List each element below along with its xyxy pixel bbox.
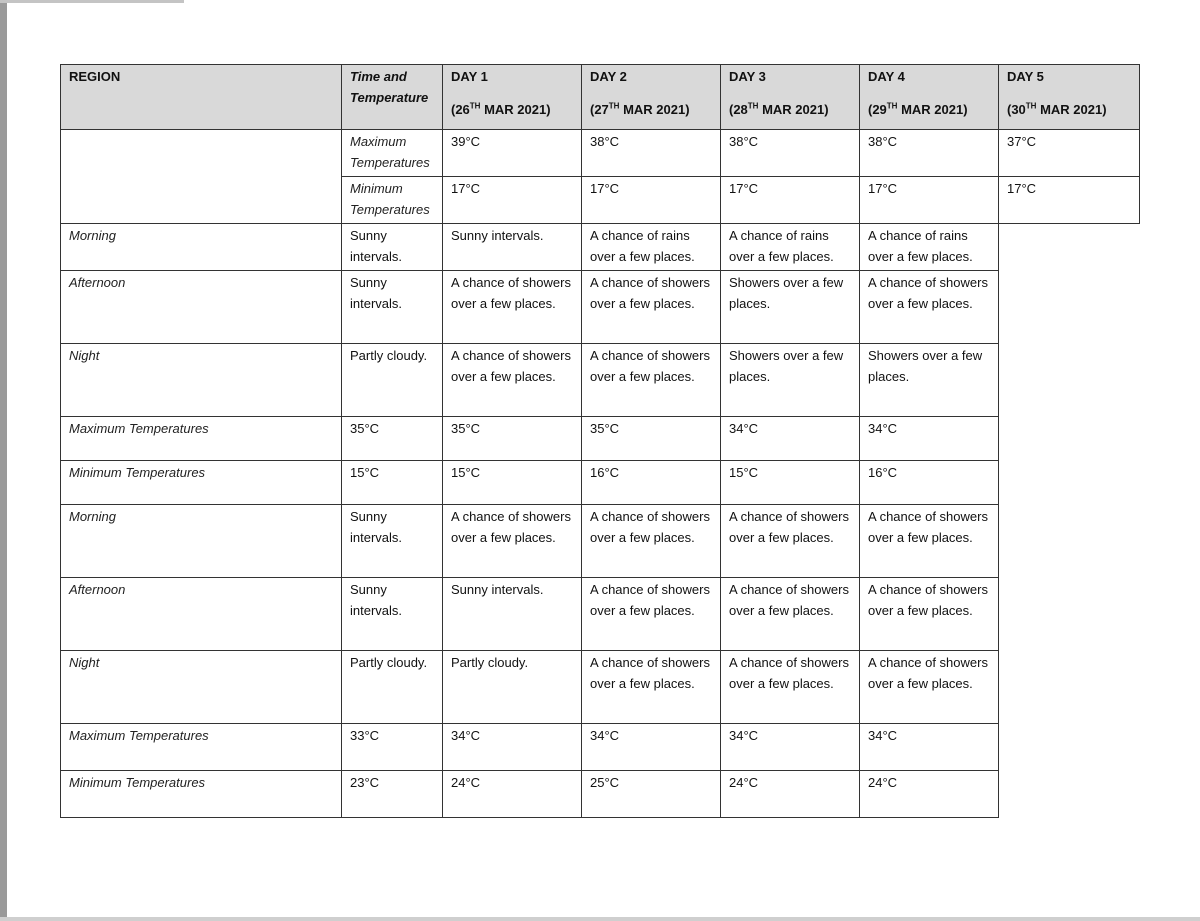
header-row <box>61 65 1140 130</box>
forecast-cell-day-4: A chance of showers over a few places. <box>721 651 860 724</box>
parameter-cell: Maximum Temperatures <box>61 724 342 771</box>
parameter-cell: Afternoon <box>61 578 342 651</box>
table-row <box>61 651 1140 724</box>
forecast-cell-day-4: A chance of rains over a few places. <box>721 224 860 271</box>
region-cell <box>61 130 342 224</box>
forecast-cell-day-5: Showers over a few places. <box>860 344 999 417</box>
forecast-cell-day-5: 16°C <box>860 461 999 505</box>
day-date <box>729 100 851 121</box>
parameter-cell: Morning <box>61 505 342 578</box>
day-label: DAY 3 <box>729 69 766 84</box>
table-row <box>61 417 1140 461</box>
forecast-cell-day-2: A chance of showers over a few places. <box>443 344 582 417</box>
forecast-cell-day-1: 23°C <box>342 771 443 818</box>
day-date-num: (28 <box>729 101 748 117</box>
forecast-cell-day-3: A chance of showers over a few places. <box>582 505 721 578</box>
day-label: DAY 1 <box>451 69 488 84</box>
forecast-cell-day-4: 15°C <box>721 461 860 505</box>
forecast-cell-day-1: 15°C <box>342 461 443 505</box>
forecast-cell-day-4: 24°C <box>721 771 860 818</box>
forecast-cell-day-2: A chance of showers over a few places. <box>443 271 582 344</box>
parameter-cell: Minimum Temperatures <box>342 177 443 224</box>
table-row <box>61 724 1140 771</box>
forecast-cell-day-1: Partly cloudy. <box>342 344 443 417</box>
forecast-cell-day-3: A chance of showers over a few places. <box>582 578 721 651</box>
parameter-cell: Night <box>61 344 342 417</box>
day-date-month: MAR 2021) <box>480 101 551 117</box>
forecast-cell-day-4: 17°C <box>860 177 999 224</box>
forecast-cell-day-3: 25°C <box>582 771 721 818</box>
forecast-cell-day-4: 34°C <box>721 417 860 461</box>
day-date <box>590 100 712 121</box>
day-date-num: (30 <box>1007 101 1026 117</box>
table-row <box>61 771 1140 818</box>
header-day-4 <box>860 65 999 130</box>
forecast-cell-day-1: Partly cloudy. <box>342 651 443 724</box>
table-row <box>61 578 1140 651</box>
day-date-month: MAR 2021) <box>1036 101 1107 117</box>
forecast-cell-day-5: 17°C <box>999 177 1140 224</box>
header-time-temperature: Time and Temperature <box>342 65 443 130</box>
forecast-cell-day-3: A chance of showers over a few places. <box>582 344 721 417</box>
forecast-cell-day-2: Sunny intervals. <box>443 578 582 651</box>
parameter-cell: Maximum Temperatures <box>342 130 443 177</box>
day-label: DAY 5 <box>1007 69 1044 84</box>
forecast-cell-day-4: Showers over a few places. <box>721 271 860 344</box>
parameter-cell: Maximum Temperatures <box>61 417 342 461</box>
day-date-num: (27 <box>590 101 609 117</box>
forecast-cell-day-5: A chance of rains over a few places. <box>860 224 999 271</box>
table-row <box>61 130 1140 177</box>
forecast-cell-day-1: Sunny intervals. <box>342 224 443 271</box>
forecast-cell-day-4: A chance of showers over a few places. <box>721 578 860 651</box>
table-row <box>61 344 1140 417</box>
forecast-cell-day-3: 34°C <box>582 724 721 771</box>
parameter-cell: Minimum Temperatures <box>61 771 342 818</box>
parameter-cell: Night <box>61 651 342 724</box>
day-date-num: (29 <box>868 101 887 117</box>
forecast-cell-day-5: 24°C <box>860 771 999 818</box>
forecast-cell-day-1: Sunny intervals. <box>342 505 443 578</box>
day-date-num: (26 <box>451 101 470 117</box>
table-row <box>61 224 1140 271</box>
parameter-cell: Minimum Temperatures <box>61 461 342 505</box>
table-row <box>61 461 1140 505</box>
day-date-month: MAR 2021) <box>758 101 829 117</box>
parameter-cell: Afternoon <box>61 271 342 344</box>
page-edge-top <box>0 0 184 3</box>
header-day-1 <box>443 65 582 130</box>
page-edge-bottom <box>0 917 1200 921</box>
forecast-cell-day-5: 34°C <box>860 724 999 771</box>
forecast-cell-day-2: A chance of showers over a few places. <box>443 505 582 578</box>
forecast-cell-day-4: 38°C <box>860 130 999 177</box>
forecast-cell-day-5: A chance of showers over a few places. <box>860 578 999 651</box>
day-label: DAY 2 <box>590 69 627 84</box>
forecast-cell-day-2: 24°C <box>443 771 582 818</box>
forecast-cell-day-2: Partly cloudy. <box>443 651 582 724</box>
table-row <box>61 271 1140 344</box>
forecast-cell-day-1: Sunny intervals. <box>342 271 443 344</box>
forecast-cell-day-5: 37°C <box>999 130 1140 177</box>
forecast-cell-day-1: Sunny intervals. <box>342 578 443 651</box>
page-edge <box>0 0 7 921</box>
forecast-cell-day-1: 17°C <box>443 177 582 224</box>
forecast-cell-day-3: 17°C <box>721 177 860 224</box>
forecast-cell-day-1: 35°C <box>342 417 443 461</box>
day-date-month: MAR 2021) <box>897 101 968 117</box>
forecast-cell-day-5: 34°C <box>860 417 999 461</box>
parameter-cell: Morning <box>61 224 342 271</box>
forecast-cell-day-1: 33°C <box>342 724 443 771</box>
forecast-cell-day-3: 38°C <box>721 130 860 177</box>
forecast-cell-day-3: A chance of showers over a few places. <box>582 651 721 724</box>
day-date-month: MAR 2021) <box>619 101 690 117</box>
forecast-cell-day-3: A chance of rains over a few places. <box>582 224 721 271</box>
forecast-cell-day-4: Showers over a few places. <box>721 344 860 417</box>
header-day-3 <box>721 65 860 130</box>
forecast-cell-day-3: 16°C <box>582 461 721 505</box>
day-date <box>1007 100 1131 121</box>
forecast-cell-day-1: 39°C <box>443 130 582 177</box>
forecast-cell-day-4: A chance of showers over a few places. <box>721 505 860 578</box>
forecast-cell-day-2: 34°C <box>443 724 582 771</box>
day-date-suffix: TH <box>608 101 620 111</box>
forecast-table <box>60 64 1140 818</box>
day-date-suffix: TH <box>1025 101 1037 111</box>
forecast-cell-day-5: A chance of showers over a few places. <box>860 651 999 724</box>
day-date <box>868 100 990 121</box>
header-day-2 <box>582 65 721 130</box>
day-date-suffix: TH <box>469 101 481 111</box>
forecast-cell-day-5: A chance of showers over a few places. <box>860 271 999 344</box>
header-region: REGION <box>61 65 342 130</box>
day-label: DAY 4 <box>868 69 905 84</box>
forecast-cell-day-2: 38°C <box>582 130 721 177</box>
forecast-cell-day-2: 15°C <box>443 461 582 505</box>
header-day-5 <box>999 65 1140 130</box>
forecast-cell-day-2: 35°C <box>443 417 582 461</box>
day-date-suffix: TH <box>886 101 898 111</box>
table-row <box>61 505 1140 578</box>
forecast-cell-day-2: 17°C <box>582 177 721 224</box>
forecast-cell-day-4: 34°C <box>721 724 860 771</box>
forecast-cell-day-3: A chance of showers over a few places. <box>582 271 721 344</box>
forecast-cell-day-5: A chance of showers over a few places. <box>860 505 999 578</box>
forecast-cell-day-3: 35°C <box>582 417 721 461</box>
forecast-cell-day-2: Sunny intervals. <box>443 224 582 271</box>
day-date-suffix: TH <box>747 101 759 111</box>
day-date <box>451 100 573 121</box>
